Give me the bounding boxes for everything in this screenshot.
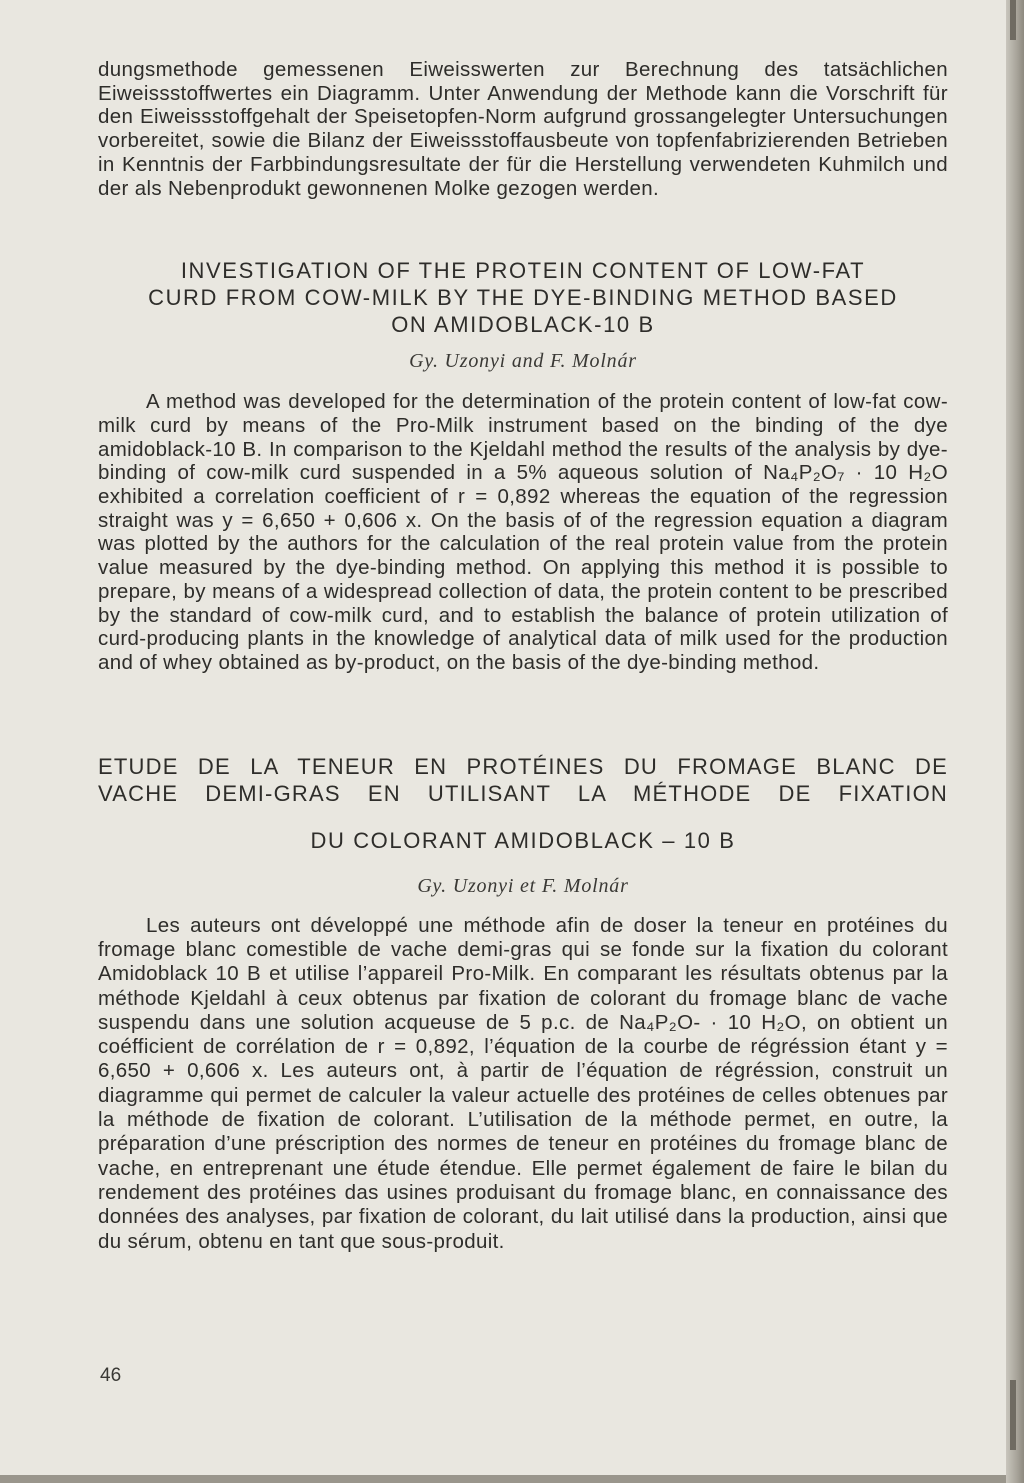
french-summary: [98, 753, 948, 1254]
english-abstract: A method was developed for the determination of the protein content of low-fat cow-milk curd by means of the Pro-Milk instrument based on the binding of the dye amidoblack-10 B. In comparison to the Kjeldahl method the results of the analysis by dye-binding of cow-milk curd suspended in a 5% aqueous solution of Na₄P₂O₇ · 10 H₂O exhibited a correlation coefficient of r = 0,892 whereas the equation of the regression straight was y = 6,650 + 0,606 x. On the basis of of the regression equation a diagram was plotted by the authors for the calculation of the real protein value from the protein value measured by the dye-binding method. On applying this method it is possible to prepare, by means of a widespread collection of data, the protein content to be prescribed by the standard of cow-milk curd, and to establish the balance of protein utilization of curd-producing plants in the knowledge of analytical data of milk used for the production and of whey obtained as by-product, on the basis of the dye-binding method.: [98, 390, 948, 674]
edge-mark: [1010, 1380, 1016, 1450]
page-content: [98, 58, 948, 1254]
german-summary-continuation: dungsmethode gemessenen Eiweisswerten zur Berechnung des tatsächlichen Eiweissstoffwertes ein Diagramm. Unter Anwendung der Methode kann die Vorschrift für den Eiweissstoffgehalt der Speisetopfen-Norm aufgrund grossangelegter Untersuchungen vorbereitet, sowie die Bilanz der Eiweissstoffausbeute von topfenfabrizierenden Betrieben in Kenntnis der Farbbindungsresultate der für die Herstellung verwendeten Kuhmilch und der als Nebenprodukt gewonnenen Molke gezogen werden.: [98, 58, 948, 200]
french-abstract: Les auteurs ont développé une méthode afin de doser la teneur en protéines du fromage blanc comestible de vache demi-gras qui se fonde sur la fixation du colorant Amidoblack 10 B et utilise l’appareil Pro-Milk. En comparant les résultats obtenus par la méthode Kjeldahl à ceux obtenus par fixation de colorant du fromage blanc de vache suspendu dans une solution acqueuse de 5 p.c. de Na₄P₂O- · 10 H₂O, on obtient un coéfficient de corrélation de r = 0,892, l’équation de la courbe de régréssion étant y = 6,650 + 0,606 x. Les auteurs ont, à partir de l’équation de régréssion, construit un diagramme qui permet de calculer la valeur actuelle des protéines de celles obtenues par la méthode de fixation de colorant. L’utilisation de la méthode permet, en outre, la préparation d’une préscription des normes de teneur en protéines du fromage blanc de vache, en entreprenant une étude étendue. Elle permet également de faire le bilan du rendement des protéines das usines produisant du fromage blanc, en connaissance des données des analyses, par fixation de colorant, du lait utilisé dans la production, ainsi que du sérum, obtenu en tant que sous-produit.: [98, 913, 948, 1253]
french-authors: Gy. Uzonyi et F. Molnár: [417, 874, 629, 897]
french-title-line-1: ETUDE DE LA TENEUR EN PROTÉINES DU FROMAGE BLANC DE: [98, 753, 948, 779]
english-summary: [98, 257, 948, 674]
english-title-line-2: CURD FROM COW-MILK BY THE DYE-BINDING METHOD BASED: [148, 285, 898, 311]
edge-mark: [1010, 0, 1016, 40]
english-title: [98, 257, 948, 338]
french-title-line-2: VACHE DEMI-GRAS EN UTILISANT LA MÉTHODE DE FIXATION: [98, 780, 948, 806]
english-authors: Gy. Uzonyi and F. Molnár: [409, 350, 637, 373]
french-title-line-3: DU COLORANT AMIDOBLACK – 10 B: [310, 827, 736, 853]
page-number: 46: [100, 1365, 122, 1386]
page-edge-shadow: [1006, 0, 1024, 1483]
english-title-line-1: INVESTIGATION OF THE PROTEIN CONTENT OF LOW-FAT: [180, 258, 866, 284]
english-title-line-3: ON AMIDOBLACK-10 B: [391, 312, 655, 338]
